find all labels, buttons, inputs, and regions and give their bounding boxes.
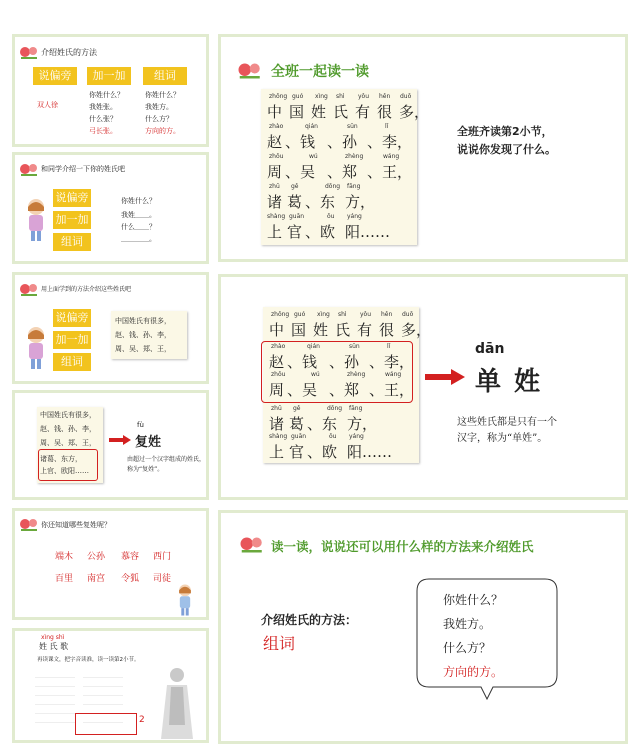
pinyin: zhū — [269, 183, 280, 190]
hanzi: 、郑 — [329, 381, 360, 399]
hanzi: 诸 — [267, 193, 283, 211]
danxing-title: 单 姓 — [475, 367, 543, 397]
poem-line: 周、吴、郑、王， — [40, 439, 96, 447]
fuxing-title: 复姓 — [135, 435, 162, 450]
pinyin: wáng — [383, 153, 400, 160]
pinyin: ōu — [327, 213, 335, 220]
fuxing-pinyin: fù — [137, 421, 144, 429]
compound-name: 端木 — [55, 552, 74, 562]
hanzi: 、欧 — [305, 223, 336, 241]
prompt-line-1: 全班齐读第2小节， — [457, 125, 553, 138]
slide-thumb-5[interactable] — [12, 508, 209, 620]
prompt-line-2: 说说你发现了什么。 — [457, 143, 556, 156]
slide-title: 你还知道哪些复姓呢？ — [41, 521, 111, 529]
pinyin: zhōu — [271, 371, 286, 378]
hanzi: 、孙 — [329, 353, 360, 371]
hanzi: 葛 — [287, 193, 303, 211]
compound-name: 令狐 — [121, 574, 140, 584]
hanzi: 官 — [289, 443, 305, 461]
example-zhang-q2: 什么张？ — [89, 115, 117, 123]
pinyin: wáng — [385, 371, 402, 378]
hanzi: 阳…… — [347, 443, 393, 461]
hanzi: 氏 — [335, 321, 351, 339]
girl-illustration — [175, 583, 195, 617]
pinyin: lǐ — [387, 343, 391, 350]
bubble-line-2: 我姓方。 — [443, 617, 492, 631]
hanzi: 很 — [379, 321, 395, 339]
line-2: 我姓＿＿。 — [121, 211, 156, 219]
pinyin: ōu — [329, 433, 337, 440]
tag-radical: 说偏旁 — [33, 67, 77, 85]
hanzi: 、孙 — [327, 133, 358, 151]
song-title: 姓 氏 歌 — [39, 642, 69, 651]
poem-line: 诸葛、东方， — [40, 455, 82, 463]
pinyin: yáng — [349, 433, 364, 440]
flower-icon — [239, 535, 267, 555]
arrow-right-icon — [109, 435, 131, 445]
tag-word: 组词 — [143, 67, 187, 85]
pinyin: shì — [336, 93, 345, 100]
poem-line: 赵、钱、孙、李， — [115, 331, 171, 339]
method-label: 介绍姓氏的方法： — [261, 613, 358, 627]
ancient-figure-illustration — [157, 665, 197, 741]
pinyin: shì — [338, 311, 347, 318]
slide-thumb-3[interactable] — [12, 272, 209, 384]
hanzi: 、吴 — [285, 163, 316, 181]
pinyin: wú — [309, 153, 318, 160]
hanzi: 、钱 — [287, 353, 318, 371]
hanzi: 多， — [399, 103, 430, 121]
pinyin: shàng — [267, 213, 286, 220]
girl-illustration — [23, 197, 49, 243]
hanzi: 、欧 — [307, 443, 338, 461]
slide-big-1[interactable] — [218, 34, 628, 262]
hanzi: 、王， — [367, 163, 413, 181]
hanzi: 阳…… — [345, 223, 391, 241]
hanzi: 多， — [401, 321, 432, 339]
hanzi: 周 — [269, 381, 285, 399]
hanzi: 姓 — [311, 103, 327, 121]
slide-title: 和同学介绍一下你的姓氏吧 — [41, 165, 125, 173]
poem-line: 上官、欧阳…… — [40, 467, 89, 475]
hanzi: 周 — [267, 163, 283, 181]
pinyin: xìng — [317, 311, 330, 318]
hanzi: 方， — [347, 415, 378, 433]
pinyin: lǐ — [385, 123, 389, 130]
hanzi: 官 — [287, 223, 303, 241]
hanzi: 中 — [269, 321, 285, 339]
hanzi: 上 — [267, 223, 283, 241]
flower-icon — [19, 282, 41, 298]
example-fang-a: 我姓方。 — [145, 103, 173, 111]
tag-add: 加一加 — [53, 211, 91, 229]
pinyin: sūn — [349, 343, 360, 350]
hanzi: 赵 — [269, 353, 285, 371]
section-number: 2 — [139, 715, 145, 725]
compound-name: 司徒 — [153, 574, 172, 584]
example-fang-q2: 什么方？ — [145, 115, 173, 123]
text-lines — [35, 669, 75, 729]
bubble-line-3: 什么方？ — [443, 641, 492, 655]
pinyin: yáng — [347, 213, 362, 220]
flower-icon — [19, 517, 41, 533]
pinyin: dōng — [327, 405, 343, 412]
pinyin: zhōng — [269, 93, 288, 100]
poem-line: 中国姓氏有很多， — [115, 317, 171, 325]
compound-name: 百里 — [55, 574, 74, 584]
example-zhang-a: 我姓张。 — [89, 103, 117, 111]
hanzi: 姓 — [313, 321, 329, 339]
pinyin: fāng — [347, 183, 361, 190]
tag-word: 组词 — [53, 353, 91, 371]
poem-line: 周、吴、郑、王， — [115, 345, 171, 353]
hanzi: 有 — [355, 103, 371, 121]
pinyin: zhōu — [269, 153, 284, 160]
hanzi: 、东 — [307, 415, 338, 433]
pinyin: qián — [307, 343, 320, 350]
pinyin: guān — [291, 433, 307, 440]
example-xu: 双人徐 — [37, 101, 58, 109]
flower-icon — [19, 45, 41, 61]
example-zhang-a2: 弓长张。 — [89, 127, 117, 135]
pinyin: zhū — [271, 405, 282, 412]
tag-word: 组词 — [53, 233, 91, 251]
song-pinyin: xìng shì — [41, 634, 65, 641]
pinyin: yǒu — [360, 311, 372, 318]
hanzi: 、吴 — [287, 381, 318, 399]
tag-radical: 说偏旁 — [53, 309, 91, 327]
slide-title: 读一读，说说还可以用什么样的方法来介绍姓氏 — [271, 539, 534, 554]
poem-line: 中国姓氏有很多， — [40, 411, 96, 419]
hanzi: 氏 — [333, 103, 349, 121]
instruction: 再读课文，把字音读准，读一读第2小节。 — [37, 657, 140, 663]
hanzi: 、李， — [369, 353, 415, 371]
slide-thumb-4[interactable] — [12, 390, 209, 500]
hanzi: 葛 — [289, 415, 305, 433]
hanzi: 、李， — [367, 133, 413, 151]
compound-name: 慕容 — [121, 552, 140, 562]
tag-add: 加一加 — [53, 331, 91, 349]
flower-icon — [19, 162, 41, 178]
slide-thumb-6[interactable] — [12, 628, 209, 743]
line-1: 你姓什么？ — [121, 197, 156, 205]
example-fang-q: 你姓什么？ — [145, 91, 180, 99]
poem-card — [111, 311, 187, 359]
slide-thumb-2[interactable] — [12, 152, 209, 264]
method-value: 组词 — [263, 634, 296, 653]
hanzi: 国 — [289, 103, 305, 121]
pinyin: dōng — [325, 183, 341, 190]
pinyin: wú — [311, 371, 320, 378]
line-3: 什么＿＿？ — [121, 223, 156, 231]
example-zhang-q: 你姓什么？ — [89, 91, 124, 99]
hanzi: 有 — [357, 321, 373, 339]
compound-name: 南宫 — [87, 574, 106, 584]
slide-title: 全班一起读一读 — [271, 64, 369, 80]
hanzi: 很 — [377, 103, 393, 121]
compound-name: 西门 — [153, 552, 172, 562]
pinyin: qián — [305, 123, 318, 130]
poem-line: 赵、钱、孙、李， — [40, 425, 96, 433]
hanzi: 诸 — [269, 415, 285, 433]
pinyin: zhào — [271, 343, 286, 350]
highlight-box — [75, 713, 137, 735]
hanzi: 上 — [269, 443, 285, 461]
slide-title: 介绍姓氏的方法 — [41, 48, 97, 57]
pinyin: zhèng — [345, 153, 364, 160]
fuxing-desc: 由超过一个汉字组成的姓氏，称为“复姓”。 — [127, 456, 206, 473]
pinyin: hěn — [379, 93, 391, 100]
poem-card — [261, 89, 430, 245]
pinyin: hěn — [381, 311, 393, 318]
pinyin: guān — [289, 213, 305, 220]
tag-radical: 说偏旁 — [53, 189, 91, 207]
pinyin: duō — [402, 311, 414, 318]
hanzi: 方， — [345, 193, 376, 211]
bubble-line-4: 方向的方。 — [443, 665, 504, 679]
pinyin: xìng — [315, 93, 328, 100]
pinyin: zhōng — [271, 311, 290, 318]
danxing-desc-1: 这些姓氏都是只有一个 — [457, 417, 557, 428]
hanzi: 赵 — [267, 133, 283, 151]
hanzi: 、郑 — [327, 163, 358, 181]
hanzi: 中 — [267, 103, 283, 121]
pinyin: zhào — [269, 123, 284, 130]
girl-illustration — [23, 325, 49, 371]
danxing-desc-2: 汉字，称为“单姓”。 — [457, 433, 548, 444]
slide-title: 用上面学到的方法介绍这些姓氏吧 — [41, 286, 132, 293]
example-fang-a2: 方向的方。 — [145, 127, 180, 135]
hanzi: 、钱 — [285, 133, 316, 151]
pinyin: guó — [294, 311, 306, 318]
hanzi: 、王， — [369, 381, 415, 399]
pinyin: zhèng — [347, 371, 366, 378]
slide-big-3[interactable] — [218, 510, 628, 744]
pinyin: gě — [291, 183, 299, 190]
bubble-line-1: 你姓什么？ — [443, 593, 504, 607]
pinyin: sūn — [347, 123, 358, 130]
pinyin: gě — [293, 405, 301, 412]
tag-add: 加一加 — [87, 67, 131, 85]
hanzi: 、东 — [305, 193, 336, 211]
compound-name: 公孙 — [87, 552, 106, 562]
danxing-pinyin: dān — [475, 341, 505, 357]
slide-thumb-1[interactable] — [12, 34, 209, 147]
pinyin: yǒu — [358, 93, 370, 100]
poem-card — [263, 307, 432, 463]
pinyin: duō — [400, 93, 412, 100]
pinyin: shàng — [269, 433, 288, 440]
arrow-right-icon — [425, 369, 465, 385]
pinyin: guó — [292, 93, 304, 100]
line-4: ＿＿＿＿。 — [121, 235, 156, 243]
slide-big-2[interactable] — [218, 274, 628, 500]
pinyin: fāng — [349, 405, 363, 412]
hanzi: 国 — [291, 321, 307, 339]
poem-card — [37, 407, 103, 483]
flower-icon — [237, 61, 265, 81]
